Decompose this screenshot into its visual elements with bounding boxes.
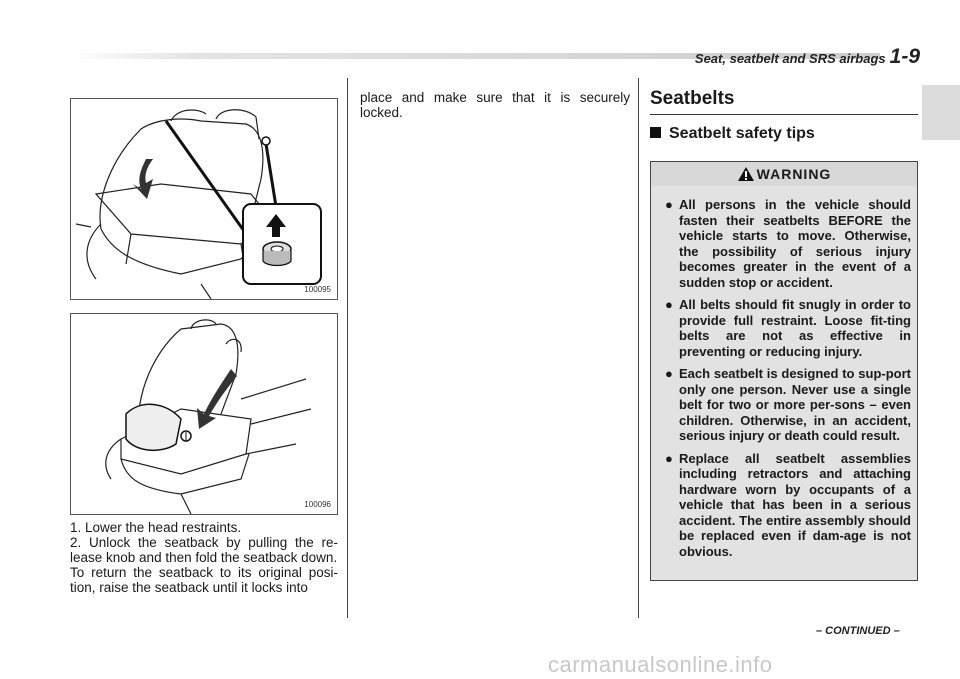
square-bullet-icon [650, 127, 661, 138]
chapter-side-tab [922, 85, 960, 140]
warning-item: ● Replace all seatbelt assemblies including retractors and attaching hardware worn by occupants of a vehicle that has been in a serious accident. The entire assembly should be replaced even if dam-age is not obvious. [665, 450, 911, 559]
continuation-text: place and make sure that it is securely locked. [360, 90, 630, 120]
subsection-title: Seatbelt safety tips [669, 125, 815, 142]
bullet-icon: ● [665, 450, 673, 466]
column-divider-2 [638, 78, 639, 618]
warning-list [651, 186, 917, 559]
bullet-icon: ● [665, 366, 673, 381]
bullet-icon: ● [665, 297, 673, 312]
warning-header [650, 161, 918, 187]
figure-id-2: 100096 [304, 500, 331, 509]
bullet-icon: ● [665, 197, 673, 212]
column-divider-1 [347, 78, 348, 618]
header-page-number: 1-9 [889, 45, 920, 68]
figure-seatback-release [70, 98, 338, 300]
rear-seat-illustration-1 [71, 99, 337, 299]
header-section-title: Seat, seatbelt and SRS airbags [694, 51, 886, 66]
step-1: 1. Lower the head restraints. [70, 520, 242, 535]
warning-item: ● Each seatbelt is designed to sup-port only one person. Never use a single belt for two or more per-sons – even children. Otherwise, in an accident, serious injury or death could result. [665, 366, 911, 443]
left-column-text [70, 520, 338, 595]
figure-seatback-fold [70, 313, 338, 515]
watermark: carmanualsonline.info [548, 652, 773, 677]
continued-label: – CONTINUED – [816, 625, 900, 637]
warning-label: WARNING [756, 166, 832, 182]
figure-id-1: 100095 [304, 285, 331, 294]
warning-item: ● All persons in the vehicle should fasten their seatbelts BEFORE the vehicle starts to move. Otherwise, the possibility of serious injury becomes greater in the event of a sudden stop or accident. [665, 197, 911, 290]
rear-seat-illustration-2 [71, 314, 337, 514]
fold-arrow-icon [133, 159, 153, 199]
warning-box [650, 186, 918, 581]
step-return: To return the seatback to its original posi-tion, raise the seatback until it locks into [70, 565, 338, 595]
section-title: Seatbelts [650, 88, 918, 115]
fold-down-arrow-icon [197, 369, 237, 429]
folded-cushion-icon [126, 404, 181, 450]
step-2: 2. Unlock the seatback by pulling the re-lease knob and then fold the seatback down. [70, 535, 338, 565]
middle-column-text [360, 90, 630, 120]
subsection-heading [650, 125, 815, 143]
page-header [670, 45, 920, 69]
warning-item: ● All belts should fit snugly in order to provide full restraint. Loose fit-ting belts are not as effective in preventing or reducing injury. [665, 297, 911, 359]
